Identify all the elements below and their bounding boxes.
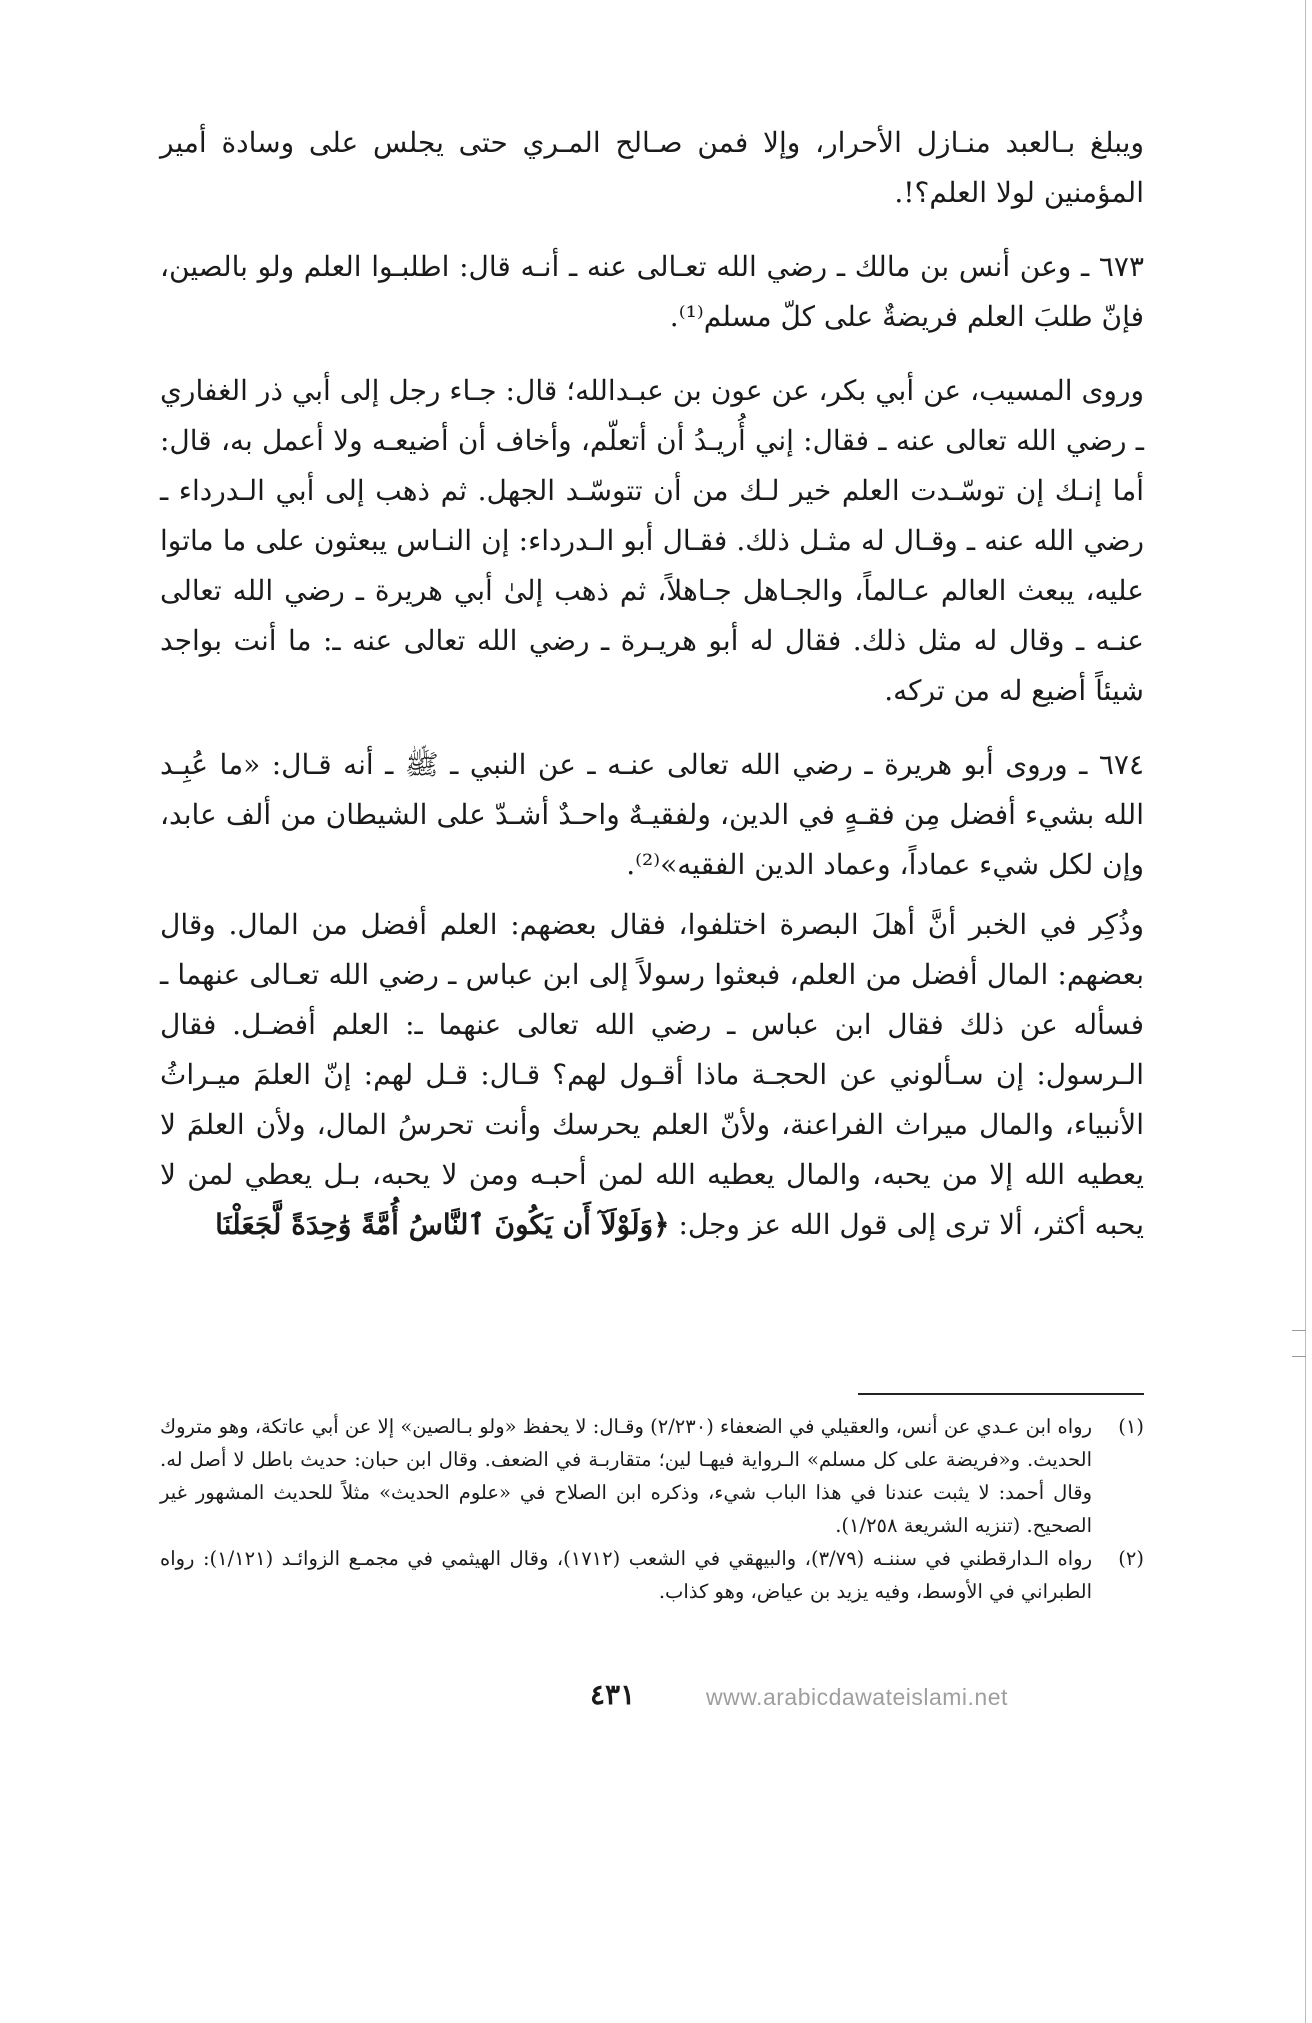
page-edge-line (1305, 0, 1306, 2023)
footnote-separator (858, 1393, 1144, 1395)
footnote-text: رواه ابن عـدي عن أنس، والعقيلي في الضعفاء (٢/٢٣٠) وقـال: لا يحفظ «ولو بـالصين» إلا عن أبي عاتكة، وهو متروك الحديث. و«فريضة على كل مسلم» الـرواية فيهـا لين؛ متقاربـة في الضعف. وقال ابن حبان: حديث باطل لا أصل له. وقال أحمد: لا يثبت عندنا في هذا الباب شيء، وذكره ابن الصلاح في «علوم الحديث» مثلاً للحديث المشهور غير الصحيح. (تنزيه الشريعة ١/٢٥٨). (160, 1415, 1093, 1537)
footnote-text: رواه الـدارقطني في سننـه (٣/٧٩)، والبيهقي في الشعب (١٧١٢)، وقال الهيثمي في مجمـع الزوائـد (١/١٢١): رواه الطبراني في الأوسط، وفيه يزيد بن عياض، وهو كذاب. (160, 1547, 1092, 1603)
paragraph-hadith-673: ٦٧٣ ـ وعن أنس بن مالك ـ رضي الله تعـالى عنه ـ أنـه قال: اطلبـوا العلم ولو بالصين، فإنّ طلبَ العلم فريضةٌ على كلّ مسلم⁽¹⁾. (160, 250, 1144, 333)
quran-verse-fragment: ﴿وَلَوْلَآ أَن يَكُونَ ٱلنَّاسُ أُمَّةً وَٰحِدَةً لَّجَعَلْنَا (215, 1208, 670, 1241)
footnote-number: (٢) (1118, 1547, 1144, 1570)
watermark-url: www.arabicdawateislami.net (706, 1684, 1008, 1710)
page-edge-tick (1292, 1330, 1306, 1331)
page-edge-tick (1292, 1356, 1306, 1357)
paragraph: وروى المسيب، عن أبي بكر، عن عون بن عبـدالله؛ قال: جـاء رجل إلى أبي ذر الغفاري ـ رضي الله تعالى عنه ـ فقال: إني أُريـدُ أن أتعلّم، وأخاف أن أضيعـه ولا أعمل به، قال: أما إنـك إن توسّـدت العلم خير لـك من أن تتوسّـد الجهل. ثم ذهب إلى أبي الـدرداء ـ رضي الله عنه ـ وقـال له مثـل ذلك. فقـال أبو الـدرداء: إن النـاس يبعثون على ما ماتوا عليه، يبعث العالم عـالماً، والجـاهل جـاهلاً، ثم ذهب إلىٰ أبي هريرة ـ رضي الله تعالى عنـه ـ وقال له مثل ذلك. فقال له أبو هريـرة ـ رضي الله تعالى عنه ـ: ما أنت بواجد شيئاً أضيع له من تركه. (160, 374, 1144, 707)
main-text (160, 118, 1144, 1274)
footnote-2 (160, 1542, 1144, 1608)
page-number: ٤٣١ (590, 1678, 636, 1711)
footnotes (160, 1410, 1144, 1608)
paragraph-text: وذُكِر في الخبر أنَّ أهلَ البصرة اختلفوا، فقال بعضهم: العلم أفضل من المال. وقال بعضهم: المال أفضل من العلم، فبعثوا رسولاً إلى ابن عباس ـ رضي الله تعـالى عنهما ـ فسأله عن ذلك فقال ابن عباس ـ رضي الله تعالى عنهما ـ: العلم أفضـل. فقال الـرسول: إن سـألوني عن الحجـة ماذا أقـول لهم؟ قـال: قـل لهم: إنّ العلمَ ميـراثُ الأنبياء، والمال ميراث الفراعنة، ولأنّ العلم يحرسك وأنت تحرسُ المال، ولأن العلمَ لا يعطيه الله إلا من يحبه، والمال يعطيه الله لمن أحبـه ومن لا يحبه، بـل يعطي لمن لا يحبه أكثر، ألا ترى إلى قول الله عز وجل: (160, 908, 1144, 1241)
paragraph-hadith-674: ٦٧٤ ـ وروى أبو هريرة ـ رضي الله تعالى عنـه ـ عن النبي ـ ﷺ ـ أنه قـال: «ما عُبِـد الله بشيء أفضل مِن فقـهٍ في الدين، ولفقيـهٌ واحـدٌ أشـدّ على الشيطان من ألف عابد، وإن لكل شيء عماداً، وعماد الدين الفقيه»⁽²⁾. (160, 748, 1144, 881)
footnote-1 (160, 1410, 1144, 1542)
paragraph: ويبلغ بـالعبد منـازل الأحرار، وإلا فمن صـالح المـري حتى يجلس على وسادة أمير المؤمنين لولا العلم؟!. (160, 126, 1144, 209)
paragraph (160, 900, 1144, 1250)
footnote-number: (١) (1118, 1415, 1144, 1438)
